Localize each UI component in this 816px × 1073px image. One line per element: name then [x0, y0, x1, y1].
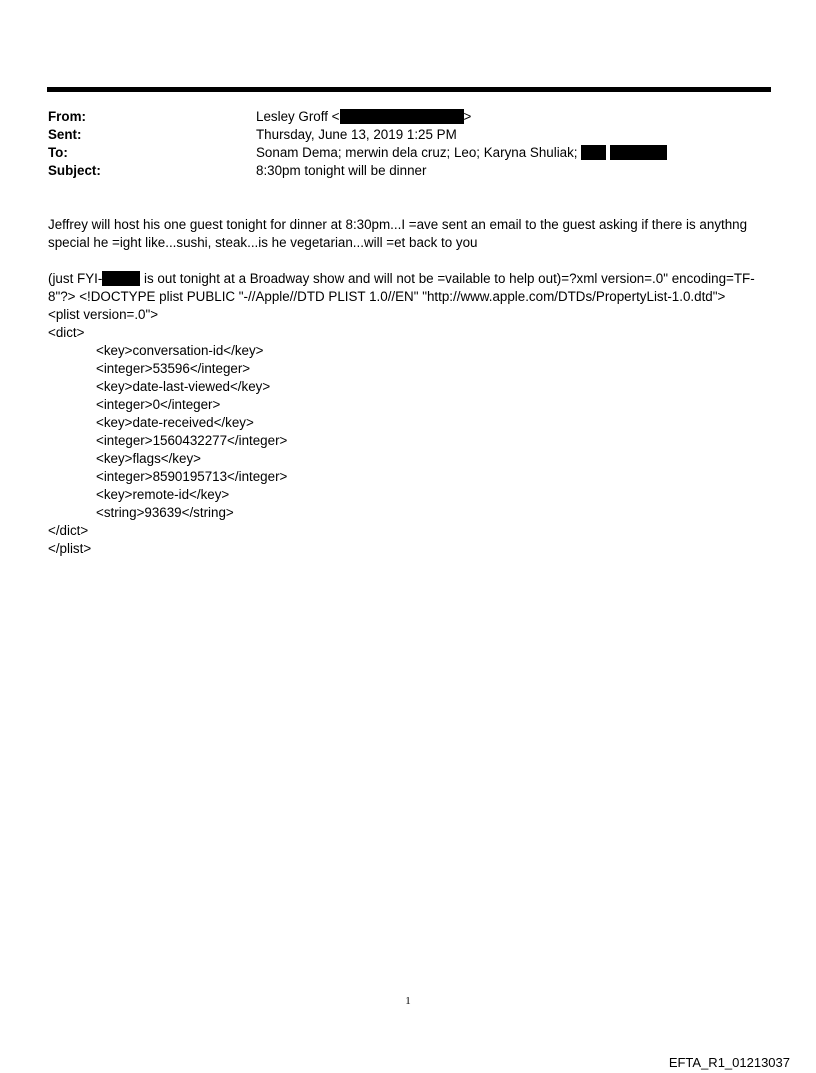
- redaction-box: [102, 271, 140, 286]
- to-label: To:: [48, 145, 68, 160]
- to-value: Sonam Dema; merwin dela cruz; Leo; Karyna Shuliak;: [256, 145, 578, 160]
- body-line: special he =ight like...sushi, steak...is he vegetarian...will =et back to you: [48, 235, 478, 250]
- page-number: 1: [405, 995, 411, 1007]
- plist-line: </dict>: [48, 523, 89, 538]
- body-line: 8"?> <!DOCTYPE plist PUBLIC "-//Apple//DTD PLIST 1.0//EN" "http://www.apple.com/DTDs/PropertyList-1.0.dtd">: [48, 289, 726, 304]
- bates-number: EFTA_R1_01213037: [668, 1055, 790, 1070]
- sent-label: Sent:: [48, 127, 82, 142]
- email-body: [48, 216, 768, 558]
- from-value: [256, 108, 471, 126]
- from-close: >: [463, 109, 472, 124]
- redaction-box: [581, 145, 606, 160]
- email-header: [48, 108, 768, 180]
- body-line: [48, 270, 768, 288]
- plist-line: <key>remote-id</key>: [96, 487, 230, 502]
- sent-value: Thursday, June 13, 2019 1:25 PM: [256, 127, 457, 142]
- body-line: Jeffrey will host his one guest tonight for dinner at 8:30pm...I =ave sent an email to the guest asking if there is anythng: [48, 217, 748, 232]
- body-text-pre-redaction: (just FYI-: [48, 271, 103, 286]
- plist-line: <plist version=.0">: [48, 307, 159, 322]
- plist-line: <dict>: [48, 325, 85, 340]
- subject-label: Subject:: [48, 163, 101, 178]
- redaction-box: [340, 109, 464, 124]
- sent-row: [48, 126, 768, 144]
- redaction-box: [610, 145, 667, 160]
- plist-line: <integer>1560432277</integer>: [96, 433, 288, 448]
- plist-line: <key>conversation-id</key>: [96, 343, 264, 358]
- to-row: [48, 144, 768, 162]
- body-paragraph-1: [48, 216, 768, 252]
- plist-line: <integer>53596</integer>: [96, 361, 251, 376]
- from-row: [48, 108, 768, 126]
- body-text-post-redaction: is out tonight at a Broadway show and will not be =vailable to help out)=?xml version=.0" encoding=TF-: [140, 271, 755, 286]
- from-name: Lesley Groff <: [256, 109, 340, 124]
- to-value-container: [256, 144, 667, 162]
- body-paragraph-2: [48, 270, 768, 558]
- plist-line: </plist>: [48, 541, 92, 556]
- plist-line: <integer>8590195713</integer>: [96, 469, 288, 484]
- plist-line: <key>date-received</key>: [96, 415, 254, 430]
- header-rule: [47, 87, 771, 92]
- plist-line: <integer>0</integer>: [96, 397, 221, 412]
- plist-line: <key>date-last-viewed</key>: [96, 379, 271, 394]
- plist-line: <key>flags</key>: [96, 451, 201, 466]
- from-label: From:: [48, 109, 86, 124]
- subject-row: [48, 162, 768, 180]
- plist-line: <string>93639</string>: [96, 505, 234, 520]
- subject-value: 8:30pm tonight will be dinner: [256, 163, 427, 178]
